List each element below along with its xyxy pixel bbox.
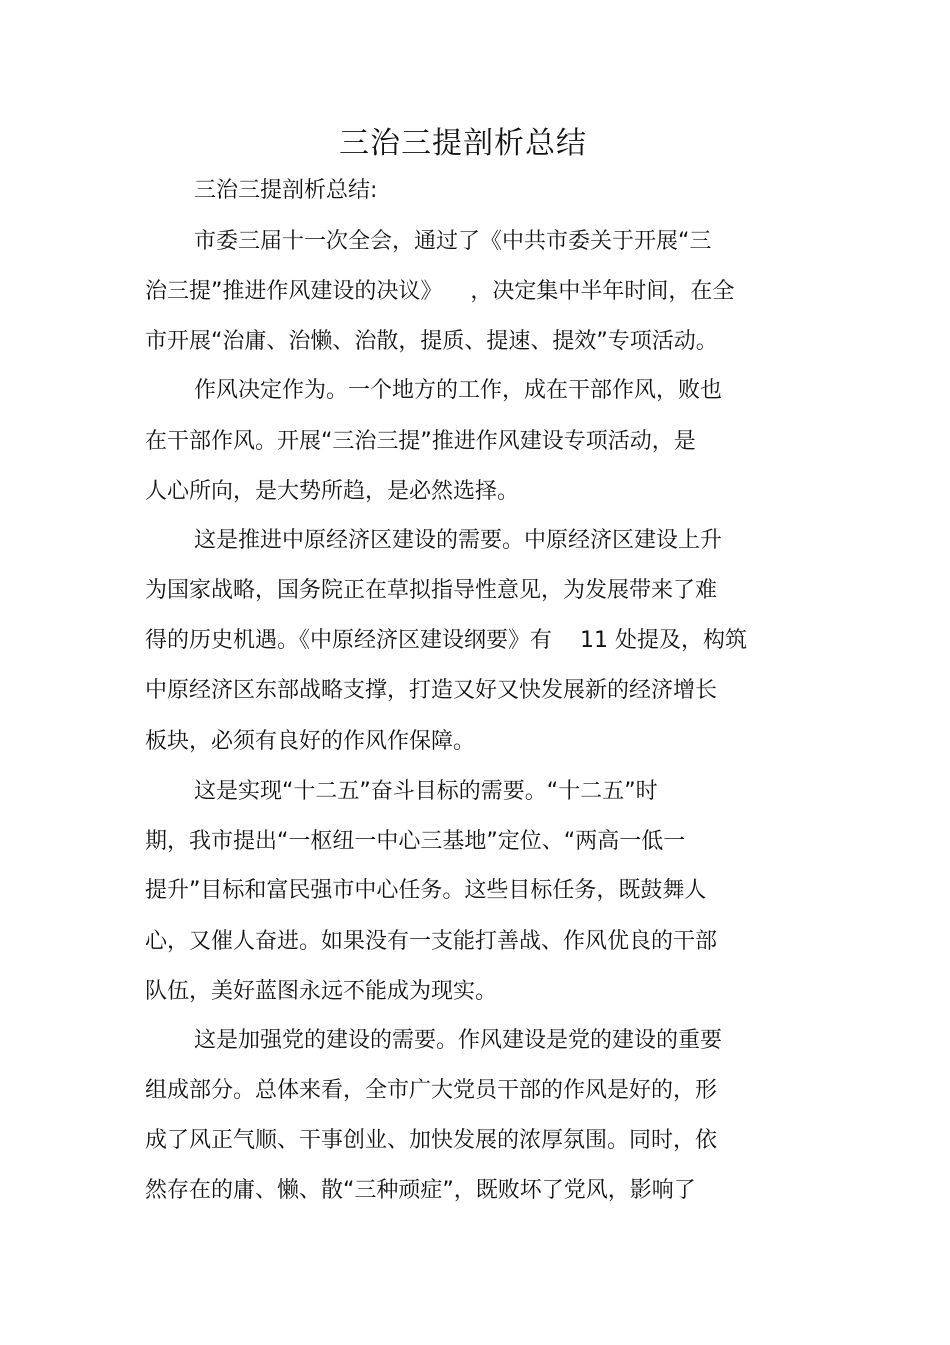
text-line: 得的历史机遇。《中原经济区建设纲要》有 11 处提及，构筑	[145, 628, 747, 653]
text-line: 组成部分。总体来看，全市广大党员干部的作风是好的，形	[145, 1078, 718, 1103]
text-line: 在干部作风。开展“三治三提”推进作风建设专项活动，是	[145, 429, 696, 454]
document-title: 三治三提剖析总结	[339, 126, 587, 161]
text-line: 人心所向，是大势所趋，是必然选择。	[145, 479, 520, 504]
text-line: 治三提”推进作风建设的决议》 ，决定集中半年时间，在全	[145, 279, 735, 304]
text-line: 作风决定作为。一个地方的工作，成在干部作风，败也	[194, 378, 723, 403]
text-line: 为国家战略，国务院正在草拟指导性意见，为发展带来了难	[145, 578, 718, 603]
text-line: 这是推进中原经济区建设的需要。中原经济区建设上升	[194, 528, 723, 553]
text-line: 市开展“治庸、治懒、治散，提质、提速、提效”专项活动。	[145, 329, 718, 354]
text-line: 然存在的庸、懒、散“三种顽症”，既败坏了党风，影响了	[145, 1178, 696, 1203]
text-line: 中原经济区东部战略支撑，打造又好又快发展新的经济增长	[145, 678, 718, 703]
text-line: 心，又催人奋进。如果没有一支能打善战、作风优良的干部	[145, 929, 718, 954]
text-line: 三治三提剖析总结:	[194, 178, 378, 203]
text-line: 期，我市提出“一枢纽一中心三基地”定位、“两高一低一	[145, 829, 686, 854]
text-line: 市委三届十一次全会，通过了《中共市委关于开展“三	[194, 229, 712, 254]
text-line: 这是加强党的建设的需要。作风建设是党的建设的重要	[194, 1028, 723, 1053]
text-line: 这是实现“十二五”奋斗目标的需要。“十二五”时	[194, 779, 658, 804]
text-line: 成了风正气顺、干事创业、加快发展的浓厚氛围。同时，依	[145, 1128, 718, 1153]
text-line: 板块，必须有良好的作风作保障。	[145, 729, 476, 754]
text-line: 提升”目标和富民强市中心任务。这些目标任务，既鼓舞人	[145, 878, 707, 903]
text-line: 队伍，美好蓝图永远不能成为现实。	[145, 979, 498, 1004]
